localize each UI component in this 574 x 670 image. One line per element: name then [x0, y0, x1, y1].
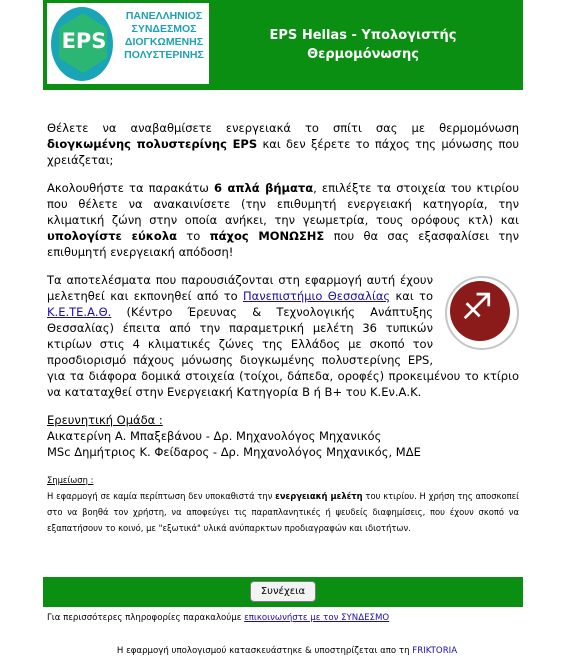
bold-text: ενεργειακή μελέτη [275, 491, 363, 501]
bold-text: υπολογίστε εύκολα [47, 229, 178, 243]
main-content [47, 120, 519, 536]
keteath-link[interactable]: Κ.Ε.ΤΕ.Α.Θ. [47, 305, 112, 319]
text: , επιλέξτε τα στοιχεία του κτιρίου που θέλετε να ανακαινίσετε (την επιθυμητή ενεργειακή κατηγορία, την κλιματική ζώνη στην οποία ανήκει, την γεωμετρία, τους ορόφους κτλ) και [47, 181, 519, 227]
bold-text: διογκωμένης πολυστερίνης EPS [47, 137, 258, 151]
footer-bar [43, 577, 523, 607]
logo-line: ΣΥΝΔΕΣΜΟΣ [131, 23, 197, 35]
page-title [243, 26, 483, 64]
team-member: MSc Δημήτριος Κ. Φείδαρος - Δρ. Μηχανολόγος Μηχανικός, ΜΔΕ [47, 445, 421, 459]
university-link[interactable]: Πανεπιστήμιο Θεσσαλίας [242, 289, 391, 303]
logo-abbrev: EPS [61, 29, 107, 53]
note-heading: Σημείωση : [47, 475, 94, 485]
credit-line [0, 646, 574, 656]
text: Τα αποτελέσματα που παρουσιάζονται στη εφαρμογή αυτή έχουν μελετηθεί και εκπονηθεί από το [47, 273, 433, 303]
note-text [47, 488, 519, 536]
text: που θα σας εξασφαλίσει την επιθυμητή ενεργειακή απόδοση! [47, 229, 519, 259]
university-logo [445, 276, 519, 350]
contact-line [47, 613, 519, 623]
intro-paragraph-3 [47, 272, 519, 400]
page-title-line2: Θερμομόνωσης [307, 47, 419, 62]
team-heading: Ερευνητική Ομάδα : [47, 413, 163, 427]
team-member: Αικατερίνη Α. Μπαξεβάνου - Δρ. Μηχανολόγος Μηχανικός [47, 429, 382, 443]
text: Ακολουθήστε τα παρακάτω [47, 181, 215, 195]
bold-text: 6 απλά βήματα [214, 181, 314, 195]
logo-line: ΔΙΟΓΚΩΜΕΝΗΣ [124, 36, 204, 48]
text: Η εφαρμογή υπολογισμού κατασκευάστηκε & υποστηρίζεται απο τη [116, 646, 413, 656]
bold-text: πάχος ΜΟΝΩΣΗΣ [209, 229, 325, 243]
page-title-line1: EPS Hellas - Υπολογιστής [269, 28, 457, 43]
disclaimer-note [47, 472, 519, 536]
text: Θέλετε να αναβαθμίσετε ενεργειακά το σπίτι σας με θερμομόνωση [47, 121, 519, 135]
intro-paragraph-1 [47, 120, 519, 168]
centaur-icon: ♐ [460, 287, 494, 328]
text: του κτιρίου. Η χρήση της αποσκοπεί στο να βοηθά τον χρήστη, να αποφεύγει τις παραπλανητικές ή ψευδείς διαφημίσεις, που έχουν σκοπό να εξαπατήσουν το κοινό, με "εξωτικά" υλικά ανύπαρκτων προδιαγραφών και ιδιοτήτων. [47, 491, 519, 533]
research-team [47, 412, 519, 460]
friktoria-link[interactable]: FRIKTORIA [412, 646, 458, 656]
logo-line: ΠΟΛΥΣΤΕΡΙΝΗΣ [124, 49, 204, 61]
logo-text [119, 10, 209, 62]
text: Η εφαρμογή σε καμία περίπτωση δεν υποκαθιστά την [47, 491, 276, 501]
intro-paragraph-2 [47, 180, 519, 260]
text: (Κέντρο Έρευνας & Τεχνολογικής Ανάπτυξης Θεσσαλίας) έπειτα από την παραμετρική μελέτη 36 τυπικών κτιρίων στις 4 κλιματικές ζώνες της Ελλάδος με σκοπό τον προσδιορισμό πάχους μόνωσης διογκωμένης πολυστερίνης EPS, για τα διάφορα δομικά στοιχεία (τοίχοι, δάπεδα, οροφές) προκειμένου το κτίριο να καταταχθεί στην Ενεργειακή Κατηγορία Β ή Β+ του Κ.Εν.Α.Κ. [47, 305, 519, 399]
logo-line: ΠΑΝΕΛΛΗΝΙΟΣ [125, 10, 203, 22]
contact-link[interactable]: επικοινωνήστε με τον ΣΥΝΔΕΣΜΟ [244, 613, 390, 623]
text: Για περισσότερες πληροφορίες παρακαλούμε [47, 613, 245, 623]
continue-button[interactable]: Συνέχεια [250, 581, 316, 602]
text: το [177, 229, 210, 243]
text: και δεν ξέρετε το πάχος της μόνωσης που χρειάζεται; [47, 137, 520, 167]
header-bar [43, 0, 523, 90]
text: και το [390, 289, 433, 303]
eps-logo [47, 3, 209, 84]
